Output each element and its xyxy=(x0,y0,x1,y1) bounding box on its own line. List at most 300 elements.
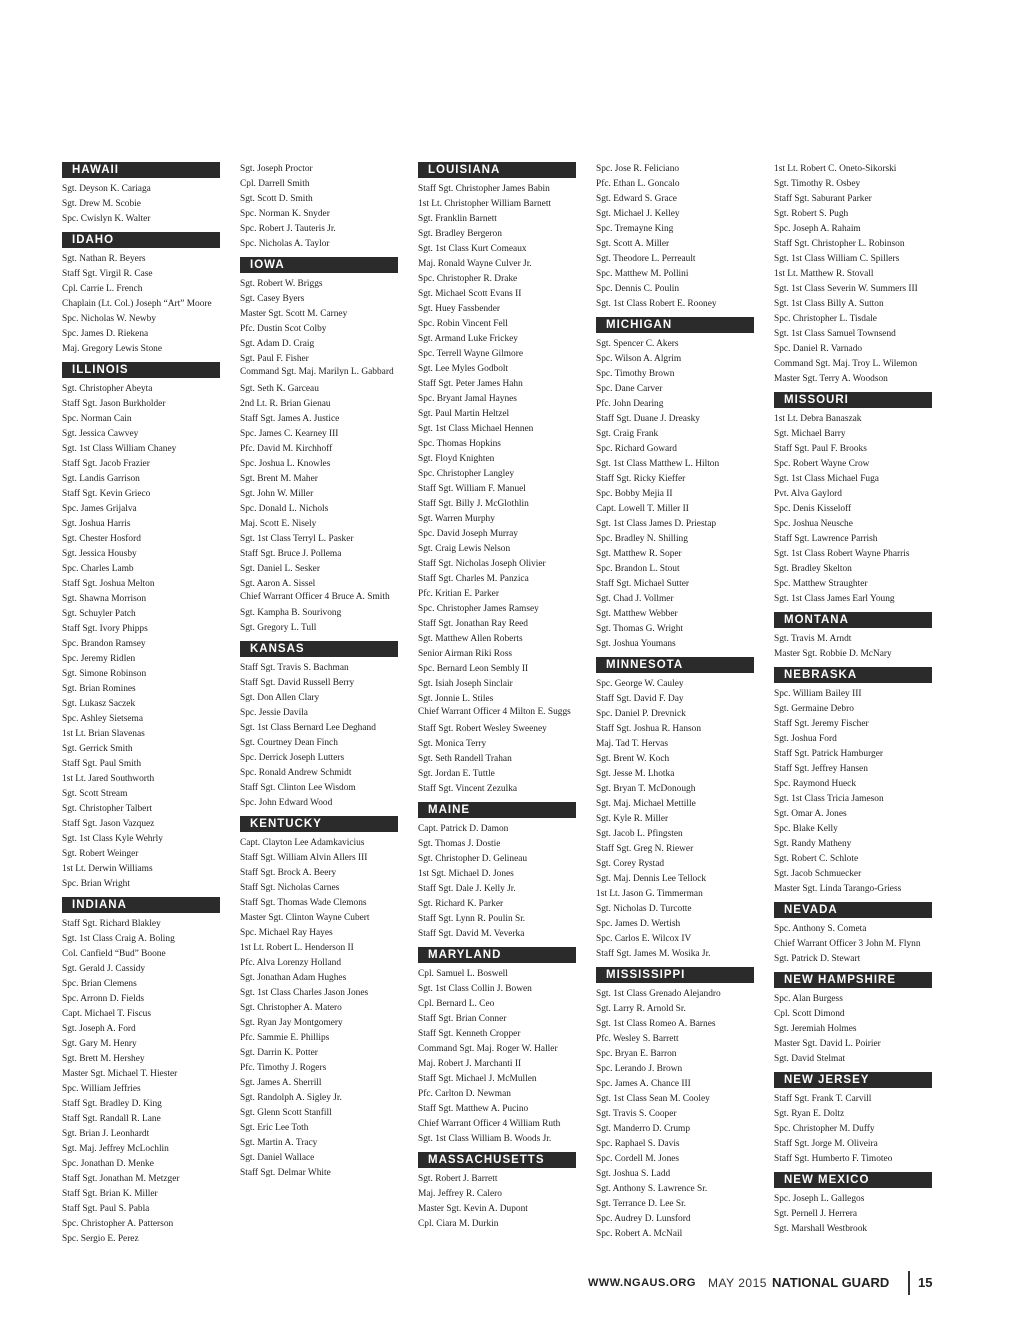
honoree-name: Sgt. 1st Class Robert E. Rooney xyxy=(596,299,717,309)
honoree-name: Spc. Ronald Andrew Schmidt xyxy=(240,768,352,778)
honoree-name: 1st Lt. Brian Slavenas xyxy=(62,729,145,739)
honoree-name: Spc. Charles Lamb xyxy=(62,564,134,574)
honoree-name: Spc. David Joseph Murray xyxy=(418,529,518,539)
honoree-name: Spc. Joseph L. Gallegos xyxy=(774,1194,865,1204)
honoree-name: Sgt. Jessica Housby xyxy=(62,549,137,559)
honoree-name: Spc. Robert Wayne Crow xyxy=(774,459,870,469)
honoree-name: Staff Sgt. Clinton Lee Wisdom xyxy=(240,783,356,793)
state-heading: NEVADA xyxy=(774,902,932,918)
honoree-name: Spc. Norman Cain xyxy=(62,414,132,424)
state-group xyxy=(240,162,398,252)
honoree-name: Staff Sgt. Brock A. Beery xyxy=(240,868,337,878)
honoree-name: Spc. Bryant Jamal Haynes xyxy=(418,394,517,404)
honoree-name: Staff Sgt. Jason Vazquez xyxy=(62,819,155,829)
honoree-name: Sgt. 1st Class Sean M. Cooley xyxy=(596,1094,710,1104)
honoree-name: Cpl. Scott Dimond xyxy=(774,1009,845,1019)
honoree-name: Pfc. Alva Lorenzy Holland xyxy=(240,958,342,968)
honoree-name: Sgt. Martin A. Tracy xyxy=(240,1138,318,1148)
state-heading: KENTUCKY xyxy=(240,816,398,832)
honoree-name: Spc. Brandon Ramsey xyxy=(62,639,146,649)
honoree-name: Staff Sgt. Paul Smith xyxy=(62,759,142,769)
honoree-name: Sgt. Spencer C. Akers xyxy=(596,339,679,349)
honoree-name: Sgt. Theodore L. Perreault xyxy=(596,254,696,264)
honoree-name: Spc. William Bailey III xyxy=(774,689,862,699)
honoree-name: Chief Warrant Officer 4 William Ruth xyxy=(418,1118,561,1129)
honoree-name: Spc. Audrey D. Lunsford xyxy=(596,1214,691,1224)
honoree-name: Sgt. Matthew Allen Roberts xyxy=(418,634,523,644)
honoree-name: 1st Lt. Matthew R. Stovall xyxy=(774,269,874,279)
honoree-name: Command Sgt. Maj. Roger W. Haller xyxy=(418,1043,558,1054)
state-group xyxy=(774,1172,932,1237)
honoree-name: Sgt. Michael Scott Evans II xyxy=(418,289,522,299)
honoree-name: Staff Sgt. Peter James Hahn xyxy=(418,379,523,389)
honoree-name: Master Sgt. Scott M. Carney xyxy=(240,309,348,319)
honoree-name: Sgt. 1st Class Samuel Townsend xyxy=(774,329,896,339)
honoree-name: Sgt. Seth K. Garceau xyxy=(240,383,319,394)
honoree-name: Sgt. Michael Barry xyxy=(774,429,846,439)
state-group xyxy=(774,392,932,607)
state-heading: MASSACHUSETTS xyxy=(418,1152,576,1168)
honoree-name: Sgt. Scott D. Smith xyxy=(240,194,313,204)
honoree-name: Spc. Jose R. Feliciano xyxy=(596,164,680,174)
honoree-name: Chaplain (Lt. Col.) Joseph “Art” Moore xyxy=(62,299,212,309)
honoree-name: Sgt. 1st Class Kurt Comeaux xyxy=(418,244,527,254)
honoree-name: Sgt. Richard K. Parker xyxy=(418,898,504,909)
state-group xyxy=(62,162,220,227)
honoree-name: Sgt. Ryan Jay Montgomery xyxy=(240,1018,343,1028)
honoree-name: Pfc. Wesley S. Barrett xyxy=(596,1034,679,1044)
honoree-name: Pfc. Timothy J. Rogers xyxy=(240,1063,327,1073)
honoree-name: Spc. Christopher M. Duffy xyxy=(774,1124,875,1134)
honoree-name: Staff Sgt. Jonathan Ray Reed xyxy=(418,619,528,629)
honoree-name: Senior Airman Riki Ross xyxy=(418,649,513,659)
honoree-name: Sgt. Randolph A. Sigley Jr. xyxy=(240,1093,342,1103)
honoree-name: Spc. Cwislyn K. Walter xyxy=(62,214,151,224)
honoree-name: Spc. Christopher Langley xyxy=(418,469,515,479)
page-number: 15 xyxy=(918,1275,933,1290)
state-heading: IOWA xyxy=(240,257,398,273)
honoree-name: Spc. Tremayne King xyxy=(596,224,674,234)
footer-url[interactable]: WWW.NGAUS.ORG xyxy=(588,1277,696,1289)
state-heading: MICHIGAN xyxy=(596,317,754,333)
honoree-name: Sgt. Jordan E. Tuttle xyxy=(418,768,495,779)
honoree-name: Sgt. Lee Myles Godbolt xyxy=(418,364,509,374)
honoree-name: Staff Sgt. Christopher L. Robinson xyxy=(774,239,905,249)
honoree-name: 1st Sgt. Michael D. Jones xyxy=(418,868,514,879)
honoree-name: 1st Lt. Derwin Williams xyxy=(62,864,153,874)
honoree-name: Sgt. Schuyler Patch xyxy=(62,609,136,619)
honoree-name: Sgt. Joshua S. Ladd xyxy=(596,1169,671,1179)
honoree-name: Spc. Matthew Straughter xyxy=(774,579,868,589)
honoree-name: 1st Lt. Robert L. Henderson II xyxy=(240,943,354,953)
honoree-name: Sgt. Jonathan Adam Hughes xyxy=(240,973,347,983)
state-heading: LOUISIANA xyxy=(418,162,576,178)
state-heading: NEW HAMPSHIRE xyxy=(774,972,932,988)
honoree-name: Sgt. Jeremiah Holmes xyxy=(774,1024,857,1034)
honoree-name: Staff Sgt. David M. Veverka xyxy=(418,928,525,939)
honoree-name: Cpl. Ciara M. Durkin xyxy=(418,1218,499,1229)
state-group xyxy=(774,612,932,662)
honoree-name: Spc. William Jeffries xyxy=(62,1084,141,1094)
honoree-name: Sgt. Franklin Barnett xyxy=(418,214,497,224)
honoree-name: Spc. Jessie Davila xyxy=(240,708,308,718)
state-group xyxy=(418,802,576,942)
state-heading: HAWAII xyxy=(62,162,220,178)
honoree-name: Spc. Robert A. McNail xyxy=(596,1229,683,1239)
honoree-name: Spc. Timothy Brown xyxy=(596,369,675,379)
honoree-name: Sgt. Christopher A. Matero xyxy=(240,1003,342,1013)
state-group xyxy=(418,947,576,1147)
state-group xyxy=(240,816,398,1181)
honoree-name: Sgt. Craig Lewis Nelson xyxy=(418,544,511,554)
honoree-name: Staff Sgt. Robert Wesley Sweeney xyxy=(418,723,547,734)
honoree-name: Capt. Michael T. Fiscus xyxy=(62,1009,151,1019)
roster-column-5 xyxy=(774,162,932,1242)
honoree-name: Spc. Carlos E. Wilcox IV xyxy=(596,934,692,944)
honoree-name: Sgt. Chester Hosford xyxy=(62,534,141,544)
honoree-name: Spc. Nicholas A. Taylor xyxy=(240,239,330,249)
honoree-name: Sgt. Seth Randell Trahan xyxy=(418,753,512,764)
honoree-name: Spc. Robert J. Tauteris Jr. xyxy=(240,224,336,234)
honoree-name: Sgt. Bryan T. McDonough xyxy=(596,784,696,794)
honoree-name: Sgt. Craig Frank xyxy=(596,429,659,439)
honoree-name: Pfc. Ethan L. Goncalo xyxy=(596,179,680,189)
honoree-name: Spc. Bryan E. Barron xyxy=(596,1049,677,1059)
honoree-name: Sgt. Huey Fassbender xyxy=(418,304,501,314)
honoree-name: Sgt. 1st Class Bernard Lee Deghand xyxy=(240,723,376,733)
honoree-name: Sgt. 1st Class Billy A. Sutton xyxy=(774,299,884,309)
state-group xyxy=(418,162,576,797)
honoree-name: Sgt. Thomas G. Wright xyxy=(596,624,684,634)
footer-divider xyxy=(908,1271,910,1295)
honoree-name: Sgt. Scott A. Miller xyxy=(596,239,670,249)
honoree-name: Spc. Christopher James Ramsey xyxy=(418,604,539,614)
honoree-name: Sgt. Daniel L. Sesker xyxy=(240,563,320,574)
honoree-name: Sgt. Maj. Michael Mettille xyxy=(596,799,696,809)
honoree-name: Sgt. Travis S. Cooper xyxy=(596,1109,677,1119)
state-heading: NEBRASKA xyxy=(774,667,932,683)
honoree-name: Staff Sgt. Matthew A. Pucino xyxy=(418,1103,529,1114)
honoree-name: Sgt. Jacob Schmuecker xyxy=(774,869,862,879)
state-group xyxy=(774,1072,932,1167)
honoree-name: Spc. Lerando J. Brown xyxy=(596,1064,683,1074)
honoree-name: Pfc. Sammie E. Phillips xyxy=(240,1033,330,1043)
honoree-name: Sgt. 1st Class Romeo A. Barnes xyxy=(596,1019,716,1029)
honoree-name: Spc. Joshua Neusche xyxy=(774,519,853,529)
honoree-name: Staff Sgt. Jason Burkholder xyxy=(62,399,166,409)
honoree-name: Sgt. Drew M. Scobie xyxy=(62,199,141,209)
honoree-name: Sgt. Scott Stream xyxy=(62,789,128,799)
honoree-name: Staff Sgt. James M. Wosika Jr. xyxy=(596,949,711,959)
roster-column-2 xyxy=(240,162,398,1186)
honoree-name: 1st Lt. Jason G. Timmerman xyxy=(596,889,703,899)
honoree-name: Staff Sgt. Paul S. Pabla xyxy=(62,1204,150,1214)
honoree-name: Staff Sgt. Kevin Grieco xyxy=(62,489,151,499)
honoree-name: Spc. Sergio E. Perez xyxy=(62,1234,139,1244)
honoree-name: Col. Canfield “Bud” Boone xyxy=(62,949,166,959)
honoree-name: Spc. John Edward Wood xyxy=(240,798,333,808)
honoree-name: 1st Lt. Christopher William Barnett xyxy=(418,199,552,209)
honoree-name: Spc. Raymond Hueck xyxy=(774,779,857,789)
honoree-name: Chief Warrant Officer 3 John M. Flynn xyxy=(774,939,921,949)
honoree-name: Sgt. Floyd Knighten xyxy=(418,454,495,464)
honoree-name: Spc. James D. Riekena xyxy=(62,329,149,339)
honoree-name: Sgt. Armand Luke Frickey xyxy=(418,334,518,344)
honoree-name: Staff Sgt. Saburant Parker xyxy=(774,194,872,204)
honoree-name: Spc. Norman K. Snyder xyxy=(240,209,330,219)
honoree-name: Sgt. Maj. Dennis Lee Tellock xyxy=(596,874,707,884)
honoree-name: Spc. James D. Wertish xyxy=(596,919,681,929)
honoree-name: Sgt. Brett M. Hershey xyxy=(62,1054,145,1064)
honoree-name: Staff Sgt. Humberto F. Timoteo xyxy=(774,1154,893,1164)
honoree-name: Spc. Christopher A. Patterson xyxy=(62,1219,174,1229)
honoree-name: Staff Sgt. Frank T. Carvill xyxy=(774,1094,872,1104)
honoree-name: Master Sgt. Linda Tarango-Griess xyxy=(774,884,902,894)
honoree-name: Sgt. Brian J. Leonhardt xyxy=(62,1129,150,1139)
honoree-name: Sgt. David Stelmat xyxy=(774,1054,846,1064)
honoree-name: Capt. Patrick D. Damon xyxy=(418,823,509,834)
honoree-name: Sgt. Darrin K. Potter xyxy=(240,1048,318,1058)
honoree-name: Staff Sgt. Nicholas Carnes xyxy=(240,883,340,893)
state-heading: IDAHO xyxy=(62,232,220,248)
honoree-name: Spc. Raphael S. Davis xyxy=(596,1139,680,1149)
honoree-name: Staff Sgt. Christopher James Babin xyxy=(418,184,550,194)
honoree-name: Staff Sgt. Thomas Wade Clemons xyxy=(240,898,367,908)
honoree-name: Chief Warrant Officer 4 Bruce A. Smith xyxy=(240,591,390,602)
honoree-name: Sgt. Kyle R. Miller xyxy=(596,814,669,824)
honoree-name: Sgt. John W. Miller xyxy=(240,488,314,499)
honoree-name: Command Sgt. Maj. Troy L. Wilemon xyxy=(774,359,918,369)
honoree-name: Staff Sgt. Nicholas Joseph Olivier xyxy=(418,559,546,569)
honoree-name: Sgt. Nathan R. Beyers xyxy=(62,254,146,264)
state-heading: MAINE xyxy=(418,802,576,818)
honoree-name: Spc. Christopher R. Drake xyxy=(418,274,518,284)
honoree-name: Spc. Joshua L. Knowles xyxy=(240,458,331,469)
honoree-name: Sgt. Manderro D. Crump xyxy=(596,1124,691,1134)
state-heading: KANSAS xyxy=(240,641,398,657)
honoree-name: Master Sgt. Clinton Wayne Cubert xyxy=(240,913,370,923)
state-heading: INDIANA xyxy=(62,897,220,913)
honoree-name: Sgt. 1st Class Craig A. Boling xyxy=(62,934,175,944)
state-heading: NEW MEXICO xyxy=(774,1172,932,1188)
honoree-name: Spc. Ashley Sietsema xyxy=(62,714,143,724)
honoree-name: Spc. Michael Ray Hayes xyxy=(240,928,333,938)
honoree-name: Sgt. Michael J. Kelley xyxy=(596,209,680,219)
honoree-name: Staff Sgt. Delmar White xyxy=(240,1168,331,1178)
honoree-name: Sgt. Gary M. Henry xyxy=(62,1039,137,1049)
page-footer xyxy=(588,1275,948,1295)
honoree-name: Sgt. Gerrick Smith xyxy=(62,744,133,754)
honoree-name: Staff Sgt. Jacob Frazier xyxy=(62,459,150,469)
state-group xyxy=(62,362,220,892)
honoree-name: Sgt. Adam D. Craig xyxy=(240,339,315,349)
honoree-name: Spc. Dennis C. Poulin xyxy=(596,284,680,294)
honoree-name: Staff Sgt. Lawrence Parrish xyxy=(774,534,878,544)
honoree-name: Sgt. Lukasz Saczek xyxy=(62,699,136,709)
honoree-name: Sgt. Corey Rystad xyxy=(596,859,665,869)
honoree-name: Sgt. 1st Class William Chaney xyxy=(62,444,177,454)
state-heading: MISSISSIPPI xyxy=(596,967,754,983)
honoree-name: Pfc. David M. Kirchhoff xyxy=(240,443,333,454)
honoree-name: Sgt. 1st Class James D. Priestap xyxy=(596,519,717,529)
honoree-name: Staff Sgt. William F. Manuel xyxy=(418,484,526,494)
honoree-name: Sgt. Glenn Scott Stanfill xyxy=(240,1108,332,1118)
honoree-name: Capt. Lowell T. Miller II xyxy=(596,504,689,514)
honoree-name: Cpl. Bernard L. Ceo xyxy=(418,998,495,1009)
honoree-name: Spc. Denis Kisseloff xyxy=(774,504,852,514)
honoree-name: Master Sgt. Robbie D. McNary xyxy=(774,649,892,659)
honoree-name: Maj. Robert J. Marchanti II xyxy=(418,1058,522,1069)
honoree-name: Sgt. 1st Class Kyle Wehrly xyxy=(62,834,163,844)
honoree-name: Master Sgt. David L. Poirier xyxy=(774,1039,881,1049)
honoree-name: Staff Sgt. Patrick Hamburger xyxy=(774,749,884,759)
honoree-name: Sgt. Warren Murphy xyxy=(418,514,495,524)
honoree-name: 1st Lt. Robert C. Oneto-Sikorski xyxy=(774,164,897,174)
state-group xyxy=(774,667,932,897)
state-heading: MISSOURI xyxy=(774,392,932,408)
honoree-name: Sgt. Nicholas D. Turcotte xyxy=(596,904,692,914)
honoree-name: Sgt. Monica Terry xyxy=(418,738,487,749)
honoree-name: Staff Sgt. Jeffrey Hansen xyxy=(774,764,868,774)
honoree-name: Sgt. Paul Martin Heltzel xyxy=(418,409,510,419)
honoree-name: Sgt. Terrance D. Lee Sr. xyxy=(596,1199,687,1209)
honoree-name: Sgt. Robert S. Pugh xyxy=(774,209,849,219)
state-group xyxy=(418,1152,576,1232)
honoree-name: Sgt. Robert C. Schlote xyxy=(774,854,859,864)
honoree-name: Staff Sgt. Michael Sutter xyxy=(596,579,690,589)
honoree-name: Staff Sgt. Kenneth Cropper xyxy=(418,1028,521,1039)
honoree-name: Staff Sgt. Bruce J. Pollema xyxy=(240,548,342,559)
honoree-name: Spc. Dane Carver xyxy=(596,384,663,394)
honoree-name: Staff Sgt. Greg N. Riewer xyxy=(596,844,694,854)
honoree-name: Sgt. Don Allen Clary xyxy=(240,693,320,703)
honoree-name: Spc. Jonathan D. Menke xyxy=(62,1159,154,1169)
honoree-name: Spc. Nicholas W. Newby xyxy=(62,314,157,324)
honoree-name: Pfc. Dustin Scot Colby xyxy=(240,324,327,334)
honoree-name: Sgt. Brent M. Maher xyxy=(240,473,318,484)
honoree-name: Spc. James Grijalva xyxy=(62,504,137,514)
honoree-name: Sgt. Robert W. Briggs xyxy=(240,279,323,289)
honoree-name: Spc. James C. Kearney III xyxy=(240,428,339,439)
honoree-name: Staff Sgt. Ivory Phipps xyxy=(62,624,148,634)
honoree-name: Sgt. 1st Class William C. Spillers xyxy=(774,254,900,264)
honoree-name: Sgt. Matthew Webber xyxy=(596,609,678,619)
roster-column-4 xyxy=(596,162,754,1247)
honoree-name: Spc. Blake Kelly xyxy=(774,824,838,834)
honoree-name: Chief Warrant Officer 4 Milton E. Suggs xyxy=(418,707,571,717)
honoree-name: Sgt. Jessica Cawvey xyxy=(62,429,139,439)
honoree-name: Spc. Daniel P. Drevnick xyxy=(596,709,686,719)
honoree-name: Sgt. Timothy R. Osbey xyxy=(774,179,861,189)
honoree-name: Maj. Jeffrey R. Calero xyxy=(418,1188,502,1199)
honoree-name: Sgt. Kampha B. Sourivong xyxy=(240,608,342,618)
honoree-name: Sgt. Paul F. Fisher xyxy=(240,354,309,364)
honoree-name: Spc. Joseph A. Rahaim xyxy=(774,224,861,234)
honoree-name: Capt. Clayton Lee Adamkavicius xyxy=(240,838,365,848)
honoree-name: Sgt. Simone Robinson xyxy=(62,669,147,679)
honoree-name: Staff Sgt. Vincent Zezulka xyxy=(418,783,518,794)
honoree-name: Spc. Brian Wright xyxy=(62,879,130,889)
honoree-name: Sgt. Maj. Jeffrey McLochlin xyxy=(62,1144,169,1154)
honoree-name: Staff Sgt. Joshua Melton xyxy=(62,579,155,589)
honoree-name: Staff Sgt. Lynn R. Poulin Sr. xyxy=(418,913,526,924)
honoree-name: Sgt. Chad J. Vollmer xyxy=(596,594,674,604)
honoree-name: Sgt. Shawna Morrison xyxy=(62,594,147,604)
honoree-name: Sgt. 1st Class Grenado Alejandro xyxy=(596,989,721,999)
honoree-name: Sgt. Jonnie L. Stiles xyxy=(418,694,494,704)
honoree-name: Staff Sgt. Charles M. Panzica xyxy=(418,574,529,584)
honoree-name: Master Sgt. Terry A. Woodson xyxy=(774,374,888,384)
honoree-name: Spc. Cordell M. Jones xyxy=(596,1154,680,1164)
honoree-name: Sgt. James A. Sherrill xyxy=(240,1078,322,1088)
honoree-name: Sgt. Christopher Talbert xyxy=(62,804,153,814)
honoree-name: Staff Sgt. James A. Justice xyxy=(240,413,340,424)
roster-column-3 xyxy=(418,162,576,1237)
honoree-name: Spc. Christopher L. Tisdale xyxy=(774,314,877,324)
honoree-name: Sgt. Landis Garrison xyxy=(62,474,140,484)
honoree-name: 1st Lt. Debra Banaszak xyxy=(774,414,862,424)
honoree-name: Sgt. Joseph A. Ford xyxy=(62,1024,136,1034)
honoree-name: Sgt. Robert Weinger xyxy=(62,849,139,859)
honoree-name: Sgt. Brent W. Koch xyxy=(596,754,670,764)
honoree-name: Spc. Terrell Wayne Gilmore xyxy=(418,349,523,359)
honoree-name: Staff Sgt. Travis S. Bachman xyxy=(240,663,349,673)
state-group xyxy=(240,641,398,811)
honoree-name: Sgt. Pernell J. Herrera xyxy=(774,1209,858,1219)
honoree-name: Spc. Bobby Mejia II xyxy=(596,489,673,499)
honoree-name: Staff Sgt. Dale J. Kelly Jr. xyxy=(418,883,516,894)
honoree-name: Sgt. Matthew R. Soper xyxy=(596,549,682,559)
honoree-name: Sgt. Travis M. Arndt xyxy=(774,634,852,644)
honoree-name: Spc. Richard Goward xyxy=(596,444,677,454)
honoree-name: Spc. Matthew M. Pollini xyxy=(596,269,689,279)
state-heading: MARYLAND xyxy=(418,947,576,963)
honoree-name: Sgt. Christopher D. Gelineau xyxy=(418,853,528,864)
honoree-name: Cpl. Darrell Smith xyxy=(240,179,310,189)
state-heading: MINNESOTA xyxy=(596,657,754,673)
honoree-name: Staff Sgt. Jeremy Fischer xyxy=(774,719,869,729)
honoree-name: Sgt. Eric Lee Toth xyxy=(240,1123,309,1133)
honoree-name: Spc. Donald L. Nichols xyxy=(240,503,329,514)
honoree-name: Sgt. 1st Class Michael Fuga xyxy=(774,474,879,484)
honoree-name: Sgt. Isiah Joseph Sinclair xyxy=(418,679,513,689)
honoree-name: Sgt. 1st Class Matthew L. Hilton xyxy=(596,459,720,469)
honoree-name: Sgt. Gregory L. Tull xyxy=(240,623,317,633)
honoree-name: Staff Sgt. David Russell Berry xyxy=(240,678,355,688)
honoree-name: Sgt. Patrick D. Stewart xyxy=(774,954,861,964)
honoree-name: Staff Sgt. Paul F. Brooks xyxy=(774,444,867,454)
honoree-name: Sgt. Jacob L. Pfingsten xyxy=(596,829,683,839)
honoree-name: Spc. Alan Burgess xyxy=(774,994,843,1004)
honoree-name: Sgt. Edward S. Grace xyxy=(596,194,677,204)
honoree-name: Staff Sgt. Ricky Kieffer xyxy=(596,474,686,484)
honoree-name: Pvt. Alva Gaylord xyxy=(774,489,842,499)
state-heading: MONTANA xyxy=(774,612,932,628)
honoree-name: Cpl. Carrie L. French xyxy=(62,284,143,294)
honoree-name: Sgt. 1st Class Michael Hennen xyxy=(418,424,534,434)
honoree-name: Spc. Brian Clemens xyxy=(62,979,137,989)
honoree-name: Spc. James A. Chance III xyxy=(596,1079,691,1089)
honoree-name: Staff Sgt. William Alvin Allers III xyxy=(240,853,368,863)
honoree-name: Staff Sgt. Bradley D. King xyxy=(62,1099,162,1109)
honoree-name: Spc. Daniel R. Varnado xyxy=(774,344,863,354)
honoree-name: Spc. Derrick Joseph Lutters xyxy=(240,753,345,763)
honoree-name: Staff Sgt. Michael J. McMullen xyxy=(418,1073,537,1084)
honoree-name: Sgt. 1st Class Robert Wayne Pharris xyxy=(774,549,910,559)
honoree-name: Staff Sgt. Jorge M. Oliveira xyxy=(774,1139,878,1149)
state-group xyxy=(596,967,754,1242)
honoree-name: Spc. Bradley N. Shilling xyxy=(596,534,688,544)
